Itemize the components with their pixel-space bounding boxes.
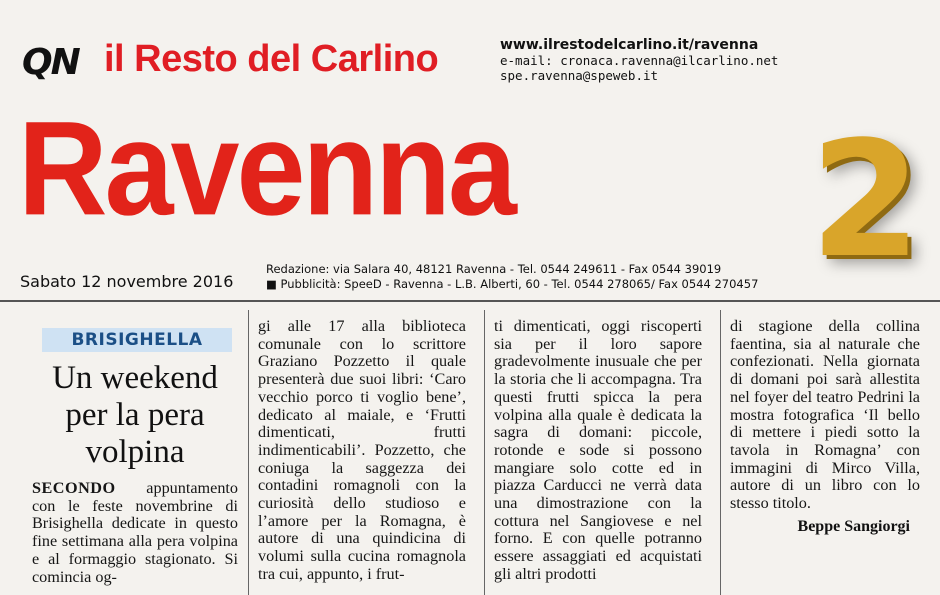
article-column-2: gi alle 17 alla biblioteca comunale con lo scrittore Graziano Pozzetto il quale presenterà due suoi libri: ‘Caro vecchio porco ti voglio bene’, dedicato al maiale, e ‘Frutti dimenticati, frutti indimenticabili’. Pozzetto, che coniuga la saggezza dei contadini romagnoli con la curiosità dello studioso e l’amore per la Romagna, è autore di una quindicina di volumi sulla cucina romagnola tra cui, appunto, i frut-	[258, 318, 466, 583]
column-rule	[484, 310, 485, 595]
article-author: Beppe Sangiorgi	[797, 518, 910, 535]
city-title: Ravenna	[18, 94, 514, 244]
qn-logo: QN	[22, 42, 79, 83]
issue-date: Sabato 12 novembre 2016	[20, 272, 234, 291]
page-number: 2	[810, 106, 922, 293]
masthead-divider	[0, 300, 940, 302]
article-column-4: di stagione della collina faentina, sia al naturale che confezionati. Nella giornata di domani poi sarà allestita nel foyer del teatro Pedrini la mostra fotografica ‘Il bello di mettere i piedi sotto la tavola in Romagna’ con immagini di Mirco Villa, autore di un libro con lo stesso titolo.	[730, 318, 920, 513]
lead-word: SECONDO	[32, 480, 116, 497]
article-column-1: SECONDO appuntamento con le feste novembrine di Brisighella dedicate in questo fine settimana alla pera volpina e al formaggio stagionato. Si comincia og-	[32, 480, 238, 586]
email-line: e-mail: cronaca.ravenna@ilcarlino.net	[500, 53, 779, 68]
redazione-line: Redazione: via Salara 40, 48121 Ravenna - Tel. 0544 249611 - Fax 0544 39019	[266, 262, 722, 276]
article-column-3: ti dimenticati, oggi riscoperti sia per il loro sapore gradevolmente inusuale che per la storia che li accompagna. Tra questi frutti spicca la pera volpina alla quale è dedicata la sagra di domani: piccole, rotonde e sode si possono mangiare solo cotte ed in piazza Carducci ne verrà data una dimostrazione con la cottura nel Sangiovese e nel forno. E con quelle potranno essere assaggiati ed acquistati gli altri prodotti	[494, 318, 702, 583]
contacts-block	[500, 38, 778, 83]
website-link[interactable]: www.ilrestodelcarlino.it/ravenna	[500, 37, 759, 53]
redazione-info	[266, 262, 758, 292]
column-rule	[248, 310, 249, 595]
article-headline: Un weekend per la pera volpina	[52, 360, 218, 470]
section-label: BRISIGHELLA	[42, 328, 232, 352]
column-rule	[720, 310, 721, 595]
email-ads: spe.ravenna@speweb.it	[500, 68, 659, 83]
pubblicita-line: ■ Pubblicità: SpeeD - Ravenna - L.B. Alberti, 60 - Tel. 0544 278065/ Fax 0544 270457	[266, 277, 759, 291]
paper-name: il Resto del Carlino	[104, 38, 439, 80]
